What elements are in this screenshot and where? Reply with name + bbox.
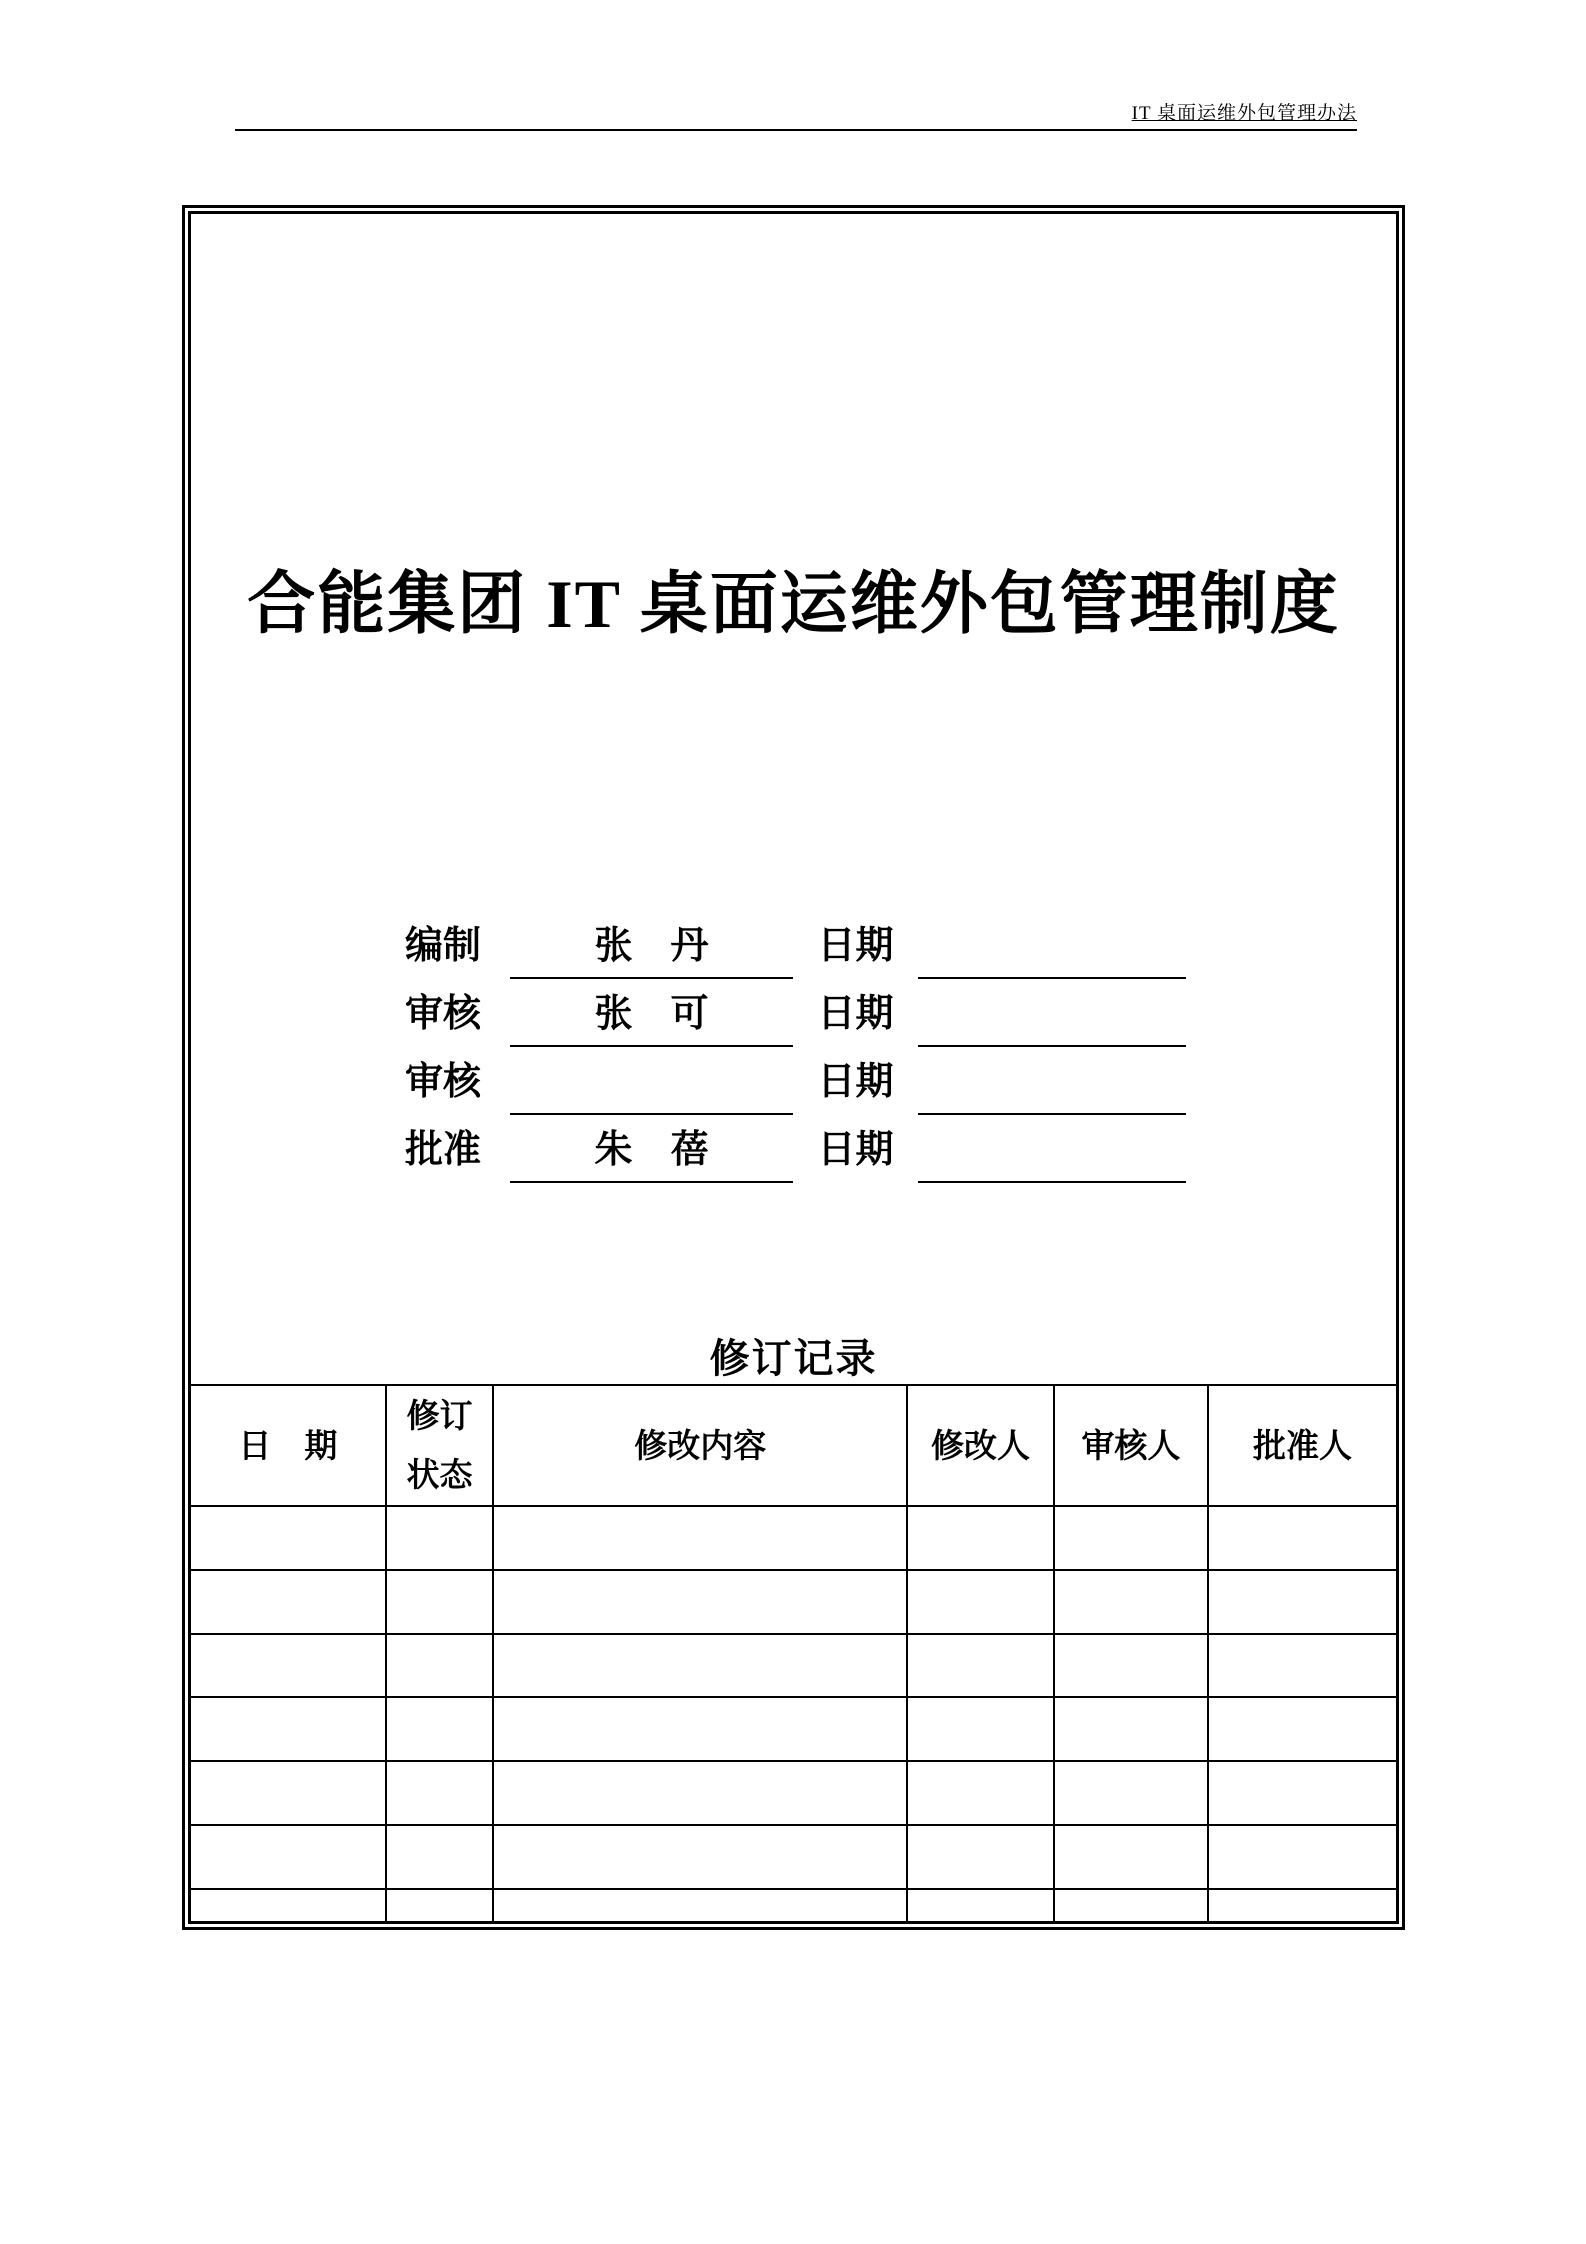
revision-cell — [386, 1761, 493, 1825]
date-label: 日期 — [817, 1061, 894, 1103]
revision-column-header: 修改内容 — [493, 1385, 907, 1506]
revision-cell — [386, 1697, 493, 1761]
date-label: 日期 — [817, 993, 894, 1035]
revision-column-header: 修改人 — [907, 1385, 1053, 1506]
revision-record-heading: 修订记录 — [709, 1337, 878, 1381]
revision-row — [191, 1634, 1396, 1698]
date-label: 日期 — [817, 925, 894, 967]
revision-cell — [386, 1506, 493, 1570]
revision-cell — [386, 1825, 493, 1889]
running-header-title: IT 桌面运维外包管理办法 — [1131, 103, 1357, 124]
revision-cell — [386, 1570, 493, 1634]
revision-column-header: 日 期 — [191, 1385, 386, 1506]
revision-cell — [191, 1697, 386, 1761]
revision-cell — [1208, 1761, 1396, 1825]
signature-role-label: 审核 — [405, 1061, 482, 1103]
revision-cell — [386, 1634, 493, 1698]
signature-block — [405, 911, 1186, 1183]
revision-cell — [493, 1570, 907, 1634]
revision-cell — [1208, 1506, 1396, 1570]
revision-table-header-row — [191, 1385, 1396, 1506]
signature-row-shenhe-2 — [405, 1047, 1186, 1115]
revision-column-header: 审核人 — [1054, 1385, 1208, 1506]
signature-name-line: 张 可 — [510, 982, 793, 1047]
signature-row-shenhe-1 — [405, 979, 1186, 1047]
revision-cell — [907, 1825, 1053, 1889]
revision-cell — [493, 1634, 907, 1698]
revision-cell — [493, 1889, 907, 1921]
revision-cell — [1208, 1889, 1396, 1921]
revision-cell — [191, 1825, 386, 1889]
revision-cell — [1054, 1761, 1208, 1825]
document-title: 合能集团 IT 桌面运维外包管理制度 — [247, 566, 1340, 642]
signature-name-line — [510, 1105, 793, 1115]
revision-row — [191, 1825, 1396, 1889]
revision-cell — [1208, 1697, 1396, 1761]
revision-cell — [493, 1506, 907, 1570]
revision-cell — [493, 1825, 907, 1889]
revision-column-header: 修订状态 — [386, 1385, 493, 1506]
signature-role-label: 审核 — [405, 993, 482, 1035]
signature-name-line: 朱 蓓 — [510, 1118, 793, 1183]
revision-cell — [191, 1506, 386, 1570]
revision-cell — [1208, 1634, 1396, 1698]
revision-cell — [1054, 1825, 1208, 1889]
revision-cell — [907, 1634, 1053, 1698]
revision-row — [191, 1506, 1396, 1570]
cover-border-box — [182, 205, 1405, 1930]
revision-cell — [493, 1697, 907, 1761]
signature-role-label: 批准 — [405, 1129, 482, 1171]
revision-table — [191, 1384, 1396, 1921]
revision-cell — [907, 1889, 1053, 1921]
revision-cell — [191, 1761, 386, 1825]
revision-cell — [1208, 1825, 1396, 1889]
revision-cell — [493, 1761, 907, 1825]
date-line — [918, 1135, 1186, 1183]
revision-cell — [191, 1889, 386, 1921]
revision-cell — [1054, 1889, 1208, 1921]
date-line — [918, 1067, 1186, 1115]
revision-cell — [907, 1761, 1053, 1825]
revision-cell — [386, 1889, 493, 1921]
revision-cell — [191, 1570, 386, 1634]
signature-row-bianzhi — [405, 911, 1186, 979]
revision-cell — [907, 1697, 1053, 1761]
date-line — [918, 931, 1186, 979]
signature-role-label: 编制 — [405, 925, 482, 967]
signature-name-line: 张 丹 — [510, 914, 793, 979]
revision-cell — [907, 1570, 1053, 1634]
revision-cell — [1054, 1634, 1208, 1698]
revision-cell — [1054, 1506, 1208, 1570]
page-header — [235, 98, 1357, 131]
revision-cell — [1054, 1570, 1208, 1634]
date-label: 日期 — [817, 1129, 894, 1171]
revision-cell — [1054, 1697, 1208, 1761]
date-line — [918, 999, 1186, 1047]
signature-row-pizhun — [405, 1115, 1186, 1183]
revision-row — [191, 1761, 1396, 1825]
revision-row — [191, 1697, 1396, 1761]
revision-cell — [907, 1506, 1053, 1570]
revision-row — [191, 1570, 1396, 1634]
revision-column-header: 批准人 — [1208, 1385, 1396, 1506]
revision-cell — [191, 1634, 386, 1698]
revision-cell — [1208, 1570, 1396, 1634]
revision-row — [191, 1889, 1396, 1921]
